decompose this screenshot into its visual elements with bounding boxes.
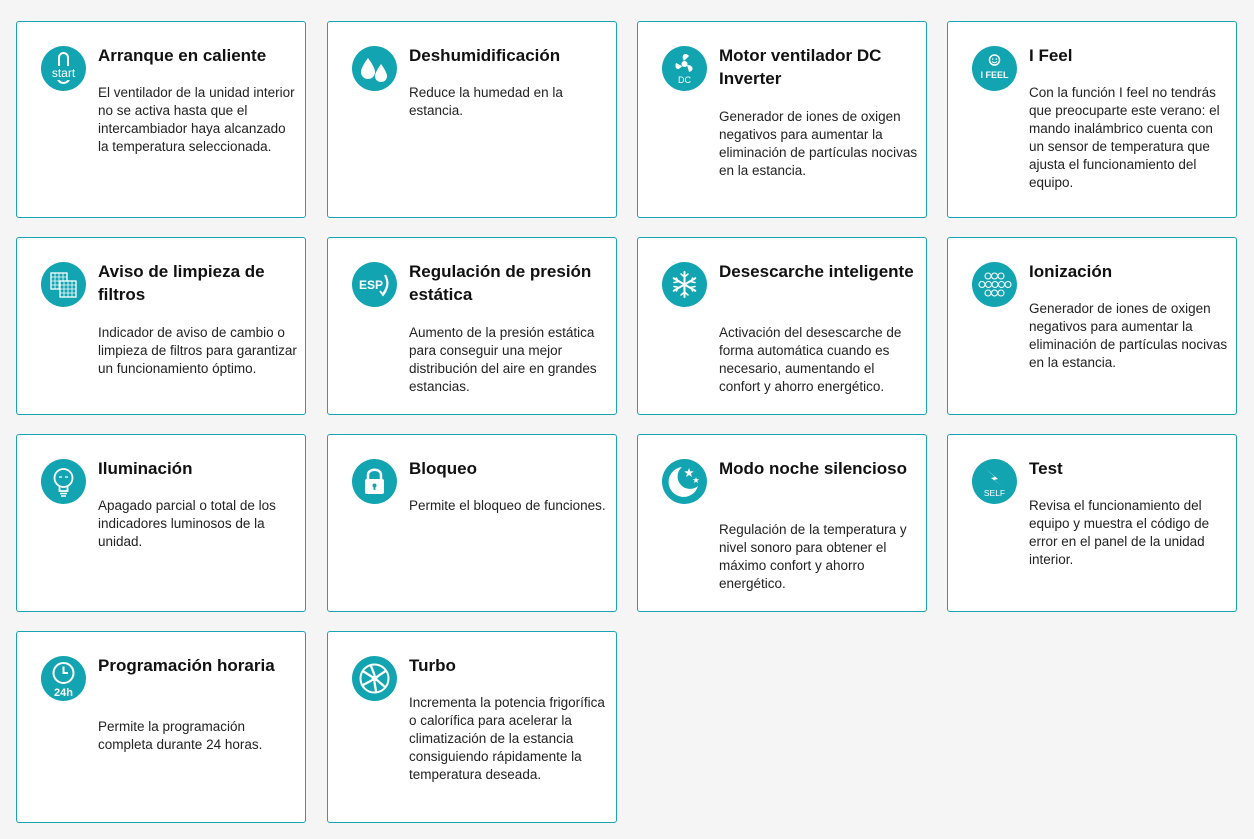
clock-24h-icon-text: 24h: [54, 687, 73, 699]
clock-24h-icon: [41, 656, 86, 701]
start-icon-text: start: [51, 66, 76, 80]
card-description: Permite el bloqueo de funciones.: [409, 498, 606, 513]
card-title: Test: [1029, 459, 1063, 478]
feature-card-i-feel: [947, 21, 1237, 218]
card-title: Deshumidificación: [409, 46, 561, 65]
card-title: Desescarche inteligente: [719, 262, 914, 281]
feature-card-arranque: [16, 21, 306, 218]
card-description: Revisa el funcionamiento del equipo y muestra el código de error en el panel de la unidad interior.: [1029, 498, 1210, 567]
moon-stars-icon: [662, 459, 707, 504]
card-description: El ventilador de la unidad interior no se activa hasta que el intercambiador haya alcanzado la temperatura seleccionada.: [98, 85, 295, 154]
light-bulb-icon: [41, 459, 86, 504]
card-title: Iluminación: [98, 459, 193, 478]
dc-fan-icon: [662, 46, 707, 91]
self-icon-text: SELF: [983, 488, 1006, 498]
card-description: Generador de iones de oxigen negativos para aumentar la eliminación de partículas nocivas en la estancia.: [719, 109, 918, 178]
feature-card-turbo: [327, 631, 617, 823]
card-title: Modo noche silencioso: [719, 459, 907, 478]
self-test-icon: [972, 459, 1017, 504]
card-title: Regulación de presión estática: [409, 262, 592, 304]
padlock-icon: [352, 459, 397, 504]
ionization-icon: [972, 262, 1017, 307]
card-description: Activación del desescarche de forma automática cuando es necesario, aumentando el confort y ahorro energético.: [719, 325, 902, 394]
card-title: Ionización: [1029, 262, 1113, 281]
snowflake-icon: [662, 262, 707, 307]
water-drops-icon: [352, 46, 397, 91]
feature-card-motor-dc: [637, 21, 927, 218]
card-description: Apagado parcial o total de los indicadores luminosos de la unidad.: [98, 498, 276, 549]
card-title: I Feel: [1029, 46, 1073, 65]
card-title: Arranque en caliente: [98, 46, 267, 65]
card-description: Permite la programación completa durante 24 horas.: [98, 719, 263, 752]
feature-card-test: [947, 434, 1237, 612]
turbo-fan-icon: [352, 656, 397, 701]
feature-card-iluminacion: [16, 434, 306, 612]
card-title: Turbo: [409, 656, 456, 675]
i-feel-icon-text: I FEEL: [980, 70, 1009, 80]
feature-card-aviso-filtros: [16, 237, 306, 415]
card-title: Bloqueo: [409, 459, 477, 478]
dc-icon-text: DC: [678, 75, 691, 85]
card-description: Aumento de la presión estática para conseguir una mejor distribución del aire en grandes estancias.: [409, 325, 597, 394]
card-title: Programación horaria: [98, 656, 275, 675]
esp-icon-text: ESP: [358, 278, 384, 292]
feature-card-bloqueo: [327, 434, 617, 612]
feature-card-desescarche: [637, 237, 927, 415]
card-title: Aviso de limpieza de filtros: [98, 262, 265, 304]
card-description: Reduce la humedad en la estancia.: [409, 85, 563, 118]
card-description: Incrementa la potencia frigorífica o calorífica para acelerar la climatización de la estancia consiguiendo rápidamente la temperatura deseada.: [409, 695, 605, 782]
esp-pressure-icon: [352, 262, 397, 307]
card-description: Con la función I feel no tendrás que preocuparte este verano: el mando inalámbrico cuenta con un sensor de temperatura que ajusta el funcionamiento del equipo.: [1029, 85, 1220, 190]
start-thermometer-icon: [41, 46, 86, 91]
card-description: Indicador de aviso de cambio o limpieza de filtros para garantizar un funcionamiento óptimo.: [98, 325, 297, 376]
feature-card-modo-noche: [637, 434, 927, 612]
card-description: Generador de iones de oxigen negativos para aumentar la eliminación de partículas nocivas en la estancia.: [1029, 301, 1228, 370]
card-description: Regulación de la temperatura y nivel sonoro para obtener el máximo confort y ahorro energético.: [719, 522, 907, 591]
feature-card-presion-estatica: [327, 237, 617, 415]
filter-clean-icon: [41, 262, 86, 307]
i-feel-icon: [972, 46, 1017, 91]
feature-card-deshumidificacion: [327, 21, 617, 218]
card-title: Motor ventilador DC Inverter: [719, 46, 882, 88]
feature-card-ionizacion: [947, 237, 1237, 415]
feature-card-programacion: [16, 631, 306, 823]
